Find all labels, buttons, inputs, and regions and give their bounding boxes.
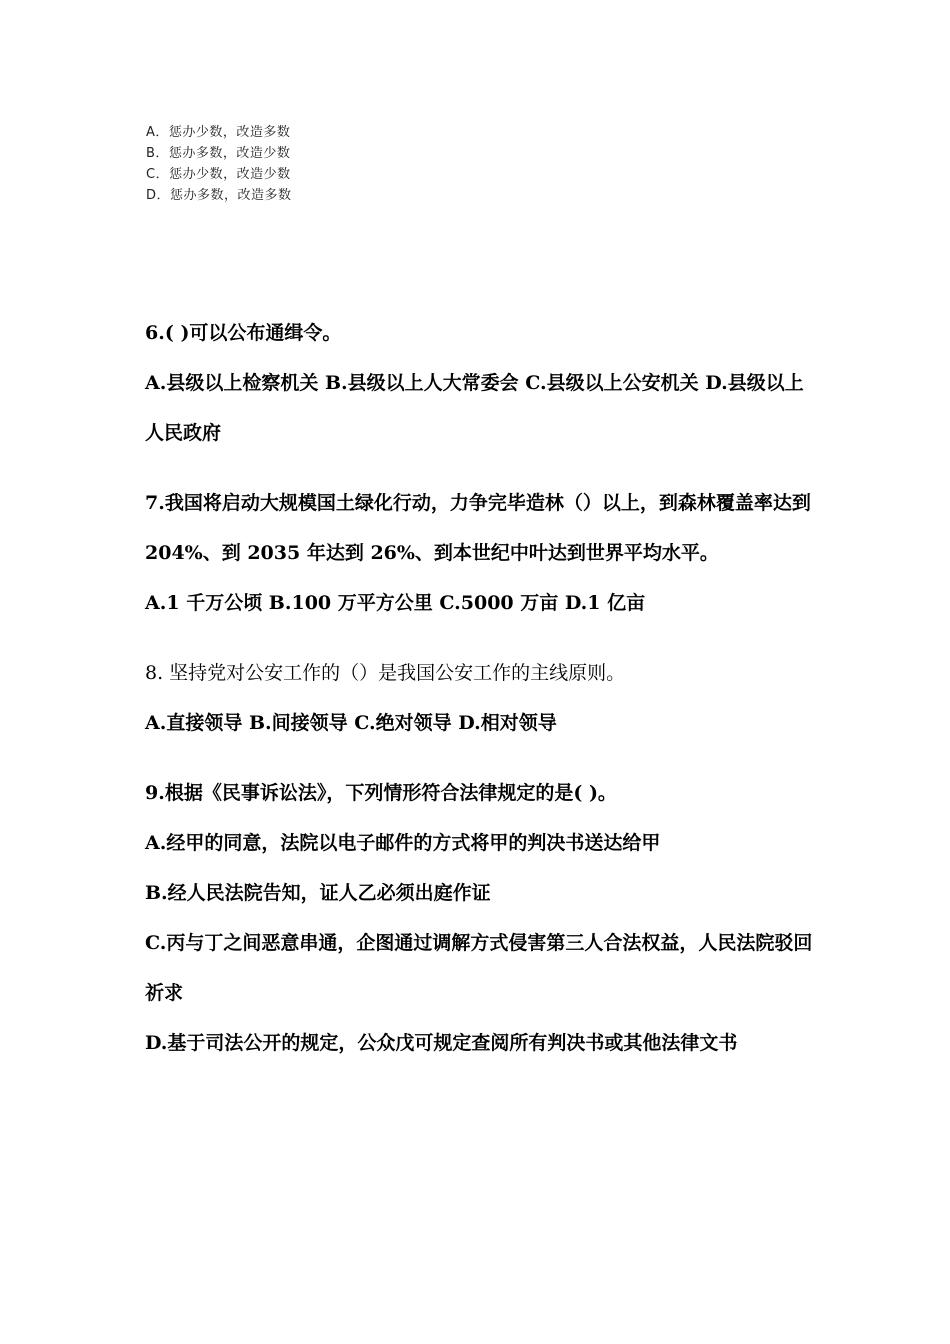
option-d: D．惩办多数，改造多数 xyxy=(146,188,292,203)
question-6-stem: 6.( )可以公布通缉令。 xyxy=(145,322,342,344)
option-c: C．惩办少数，改造少数 xyxy=(146,167,291,182)
option-b: B．惩办多数，改造少数 xyxy=(146,146,291,161)
question-9-stem: 9.根据《民事诉讼法》，下列情形符合法律规定的是( )。 xyxy=(145,782,617,804)
question-9-option-c: C.丙与丁之间恶意串通，企图通过调解方式侵害第三人合法权益，人民法院驳回祈求 xyxy=(145,932,813,1004)
question-7-stem: 7.我国将启动大规模国土绿化行动，力争完毕造林（）以上，到森林覆盖率达到 204%、到 2035 年达到 26%、到本世纪中叶达到世界平均水平。 xyxy=(145,492,811,564)
question-9-option-b: B.经人民法院告知，证人乙必须出庭作证 xyxy=(145,882,491,904)
previous-question-options xyxy=(146,122,292,206)
option-a: A．惩办少数，改造多数 xyxy=(146,125,291,140)
question-6-options: A.县级以上检察机关 B.县级以上人大常委会 C.县级以上公安机关 D.县级以上人民政府 xyxy=(145,372,804,444)
question-9-option-a: A.经甲的同意，法院以电子邮件的方式将甲的判决书送达给甲 xyxy=(145,832,661,854)
question-8-options: A.直接领导 B.间接领导 C.绝对领导 D.相对领导 xyxy=(145,712,557,734)
question-8-stem: 8. 坚持党对公安工作的（）是我国公安工作的主线原则。 xyxy=(145,662,626,684)
question-list xyxy=(145,308,815,1068)
question-9-option-d: D.基于司法公开的规定，公众戊可规定查阅所有判决书或其他法律文书 xyxy=(145,1032,738,1054)
question-7-options: A.1 千万公顷 B.100 万平方公里 C.5000 万亩 D.1 亿亩 xyxy=(145,592,646,614)
